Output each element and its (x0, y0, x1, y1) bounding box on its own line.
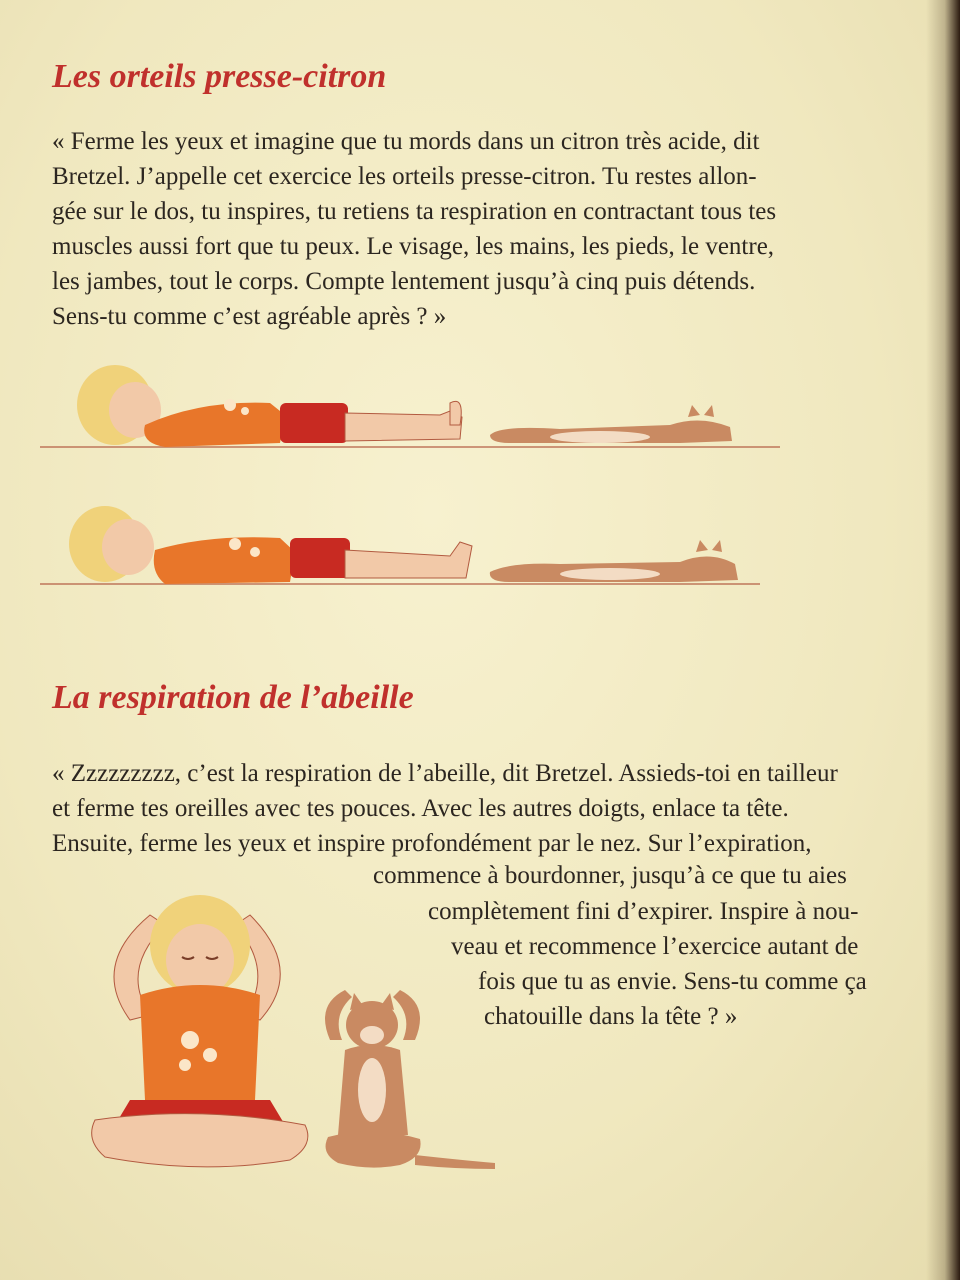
page-gutter-shadow (926, 0, 960, 1280)
paragraph-line: Sens-tu comme c’est agréable après ? » (52, 303, 447, 330)
paragraph-line: commence à bourdonner, jusqu’à ce que tu aies (373, 862, 847, 889)
section-heading-orteils: Les orteils presse-citron (52, 58, 387, 95)
paragraph-line: « Zzzzzzzzz, c’est la respiration de l’abeille, dit Bretzel. Assieds-toi en tailleur (52, 760, 838, 787)
girl-seated-figure (92, 895, 308, 1167)
paragraph-line: « Ferme les yeux et imagine que tu mords dans un citron très acide, dit (52, 128, 760, 155)
paragraph-line: complètement fini d’expirer. Inspire à nou- (428, 898, 859, 925)
paragraph-line: chatouille dans la tête ? » (484, 1003, 738, 1030)
paragraph-line: Bretzel. J’appelle cet exercice les orteils presse-citron. Tu restes allon- (52, 163, 757, 190)
illustration-lying-relaxed (40, 492, 800, 602)
paragraph-line: et ferme tes oreilles avec tes pouces. Avec les autres doigts, enlace ta tête. (52, 795, 789, 822)
section-paragraph-orteils (52, 124, 776, 334)
cat-lying-figure (490, 405, 732, 443)
section-paragraph-abeille (52, 756, 838, 861)
paragraph-line: gée sur le dos, tu inspires, tu retiens ta respiration en contractant tous tes (52, 198, 777, 225)
illustration-bee-breathing (70, 875, 510, 1175)
cat-lying-figure (490, 540, 738, 582)
paragraph-line: les jambes, tout le corps. Compte lentement jusqu’à cinq puis détends. (52, 268, 756, 295)
illustration-lying-tense (40, 355, 800, 465)
paragraph-line: fois que tu as envie. Sens-tu comme ça (478, 968, 867, 995)
paragraph-line: Ensuite, ferme les yeux et inspire profondément par le nez. Sur l’expiration, (52, 830, 812, 857)
section-heading-abeille: La respiration de l’abeille (52, 679, 414, 716)
girl-lying-figure (77, 365, 462, 447)
paragraph-line: veau et recommence l’exercice autant de (451, 933, 859, 960)
paragraph-line: muscles aussi fort que tu peux. Le visage, les mains, les pieds, le ventre, (52, 233, 775, 260)
girl-lying-figure (69, 506, 472, 584)
cat-seated-figure (325, 990, 495, 1169)
